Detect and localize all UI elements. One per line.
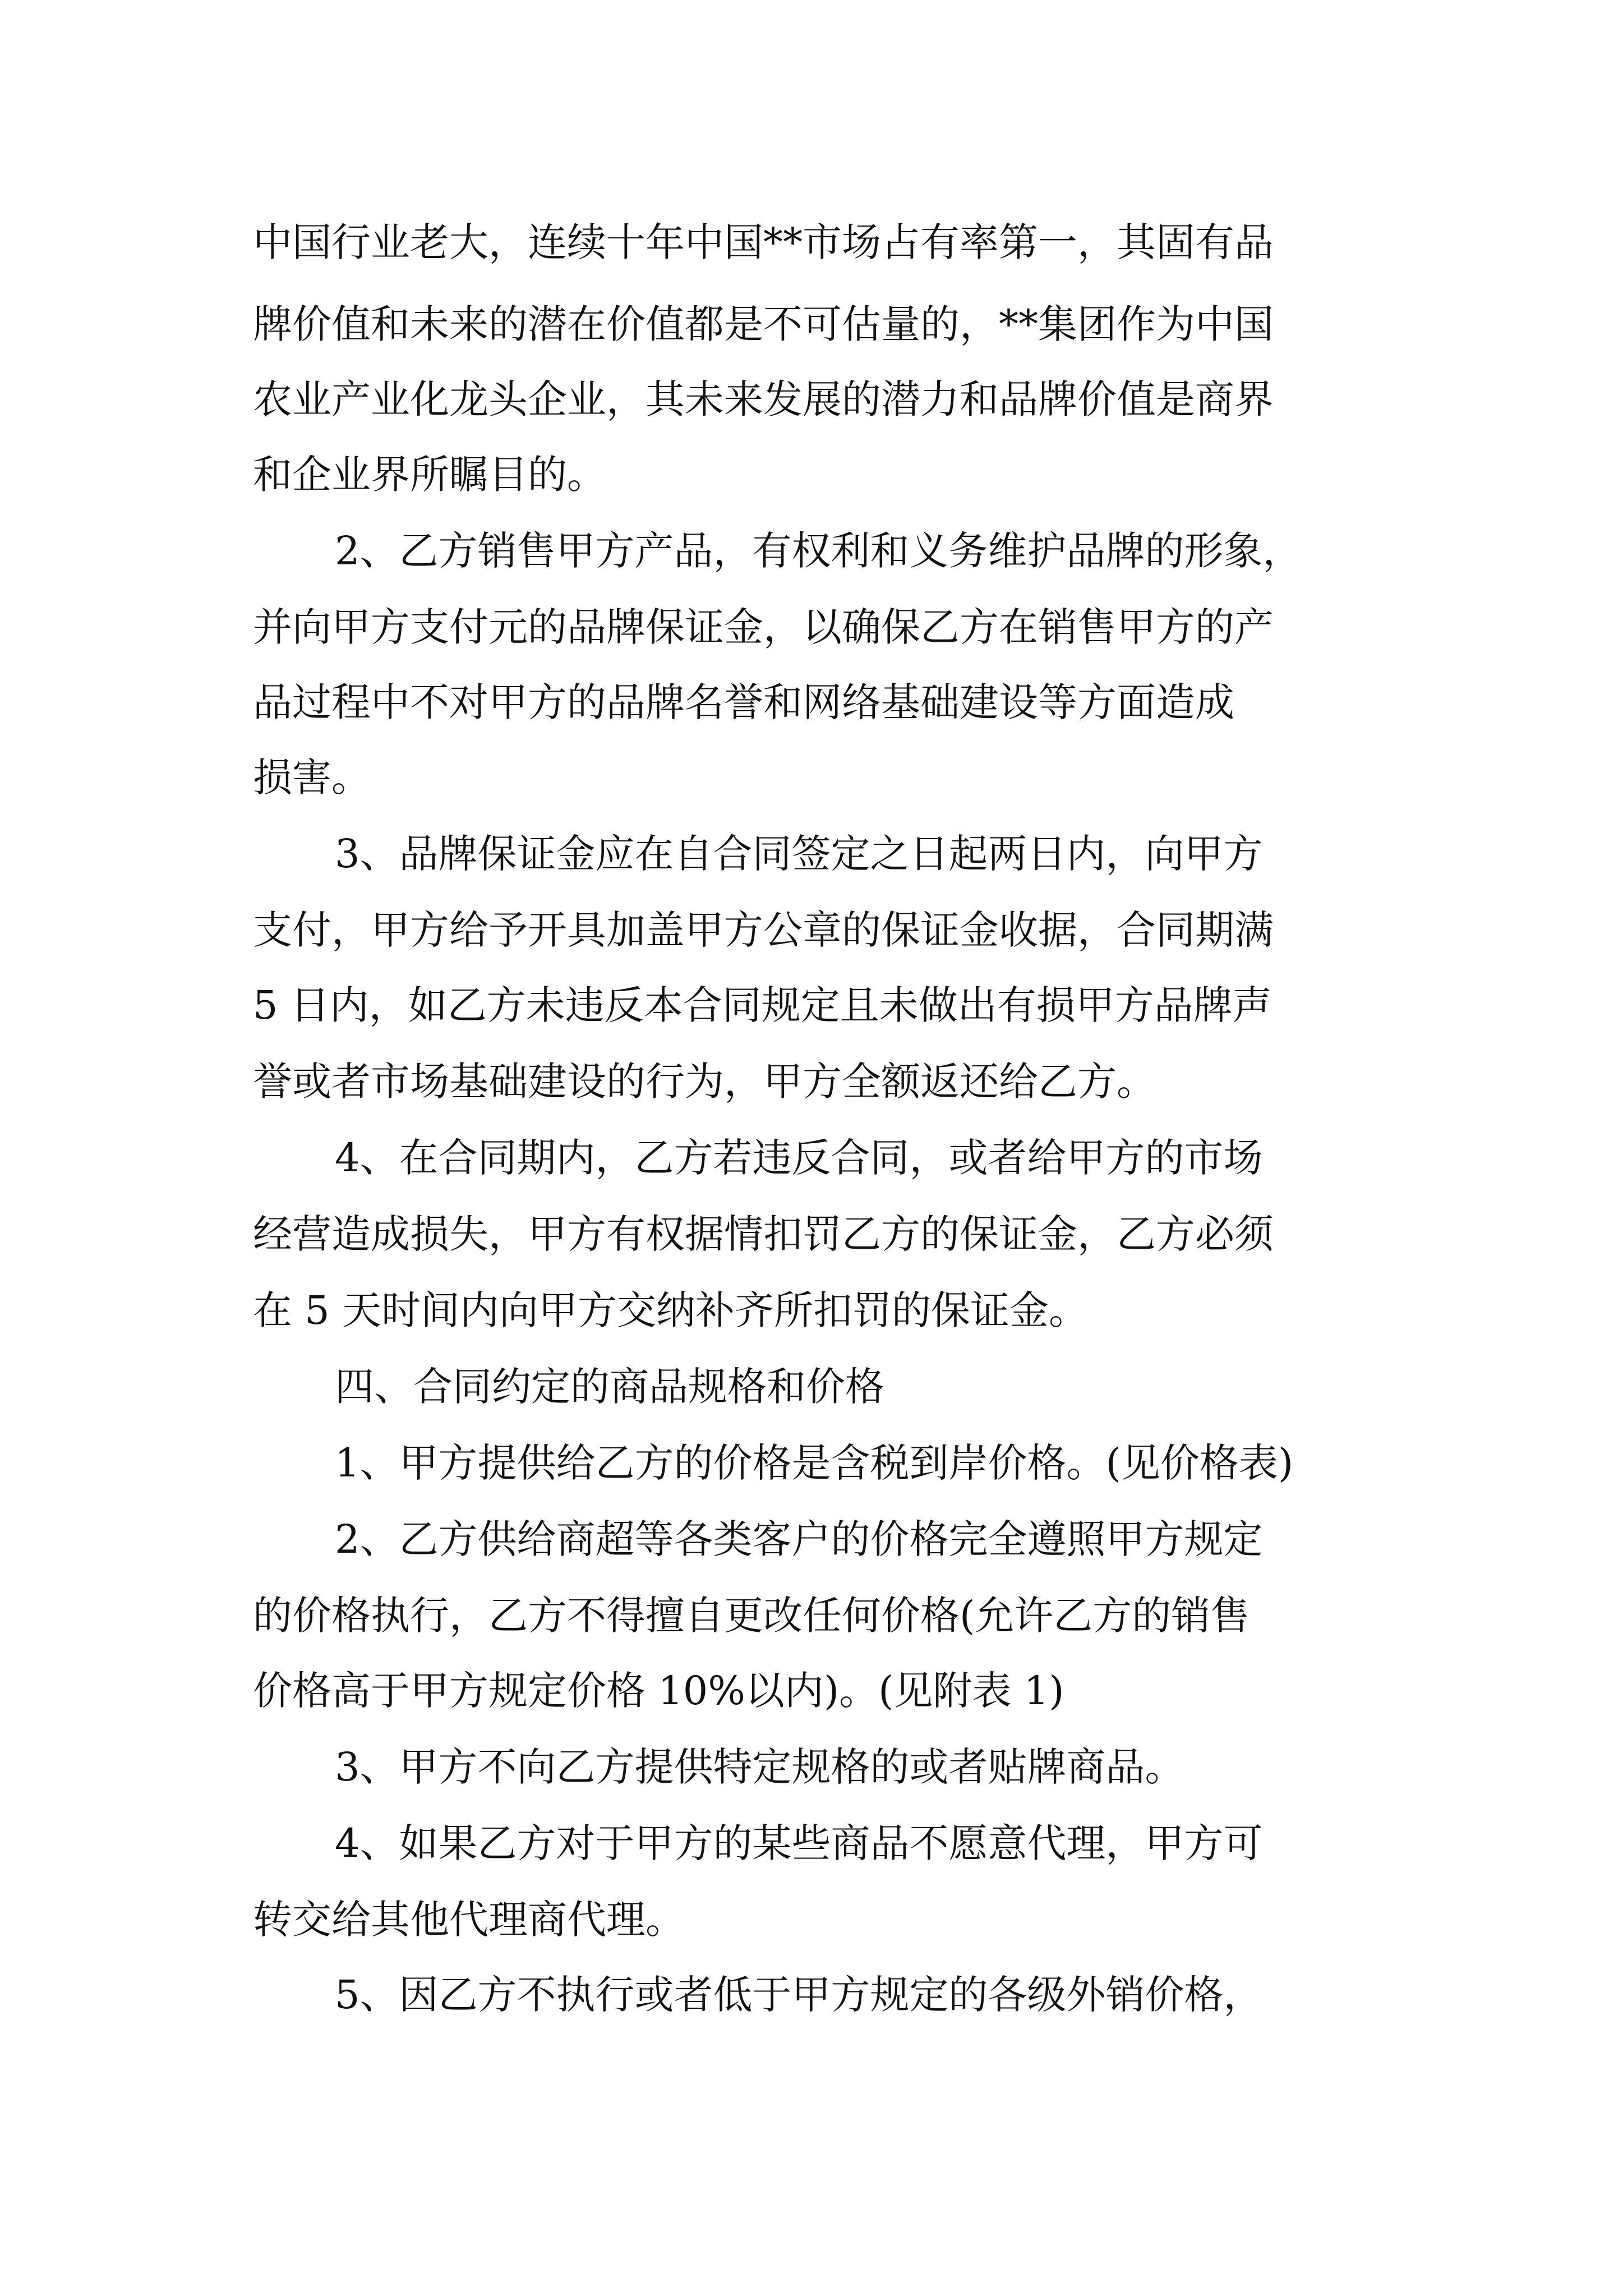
text-line: 誉或者市场基础建设的行为，甲方全额返还给乙方。 [253,1059,1156,1105]
text-line: 支付，甲方给予开具加盖甲方公章的保证金收据，合同期满 [253,907,1274,953]
text-line: 损害。 [253,754,371,800]
text-line: 并向甲方支付元的品牌保证金，以确保乙方在销售甲方的产 [253,604,1274,650]
text-line: 中国行业老大，连续十年中国**市场占有率第一，其固有品 [253,219,1274,265]
paragraph-first-line: 2、乙方供给商超等各类客户的价格完全遵照甲方规定 [335,1516,1263,1562]
paragraph-first-line: 5、因乙方不执行或者低于甲方规定的各级外销价格， [335,1972,1263,2018]
text-line: 价格高于甲方规定价格 10%以内)。(见附表 1) [253,1668,1064,1714]
text-line: 转交给其他代理商代理。 [253,1897,685,1943]
paragraph-first-line: 4、在合同期内，乙方若违反合同，或者给甲方的市场 [335,1135,1263,1181]
paragraph-first-line: 1、甲方提供给乙方的价格是含税到岸价格。(见价格表) [335,1440,1294,1486]
section-heading: 四、合同约定的商品规格和价格 [335,1364,884,1410]
text-line: 和企业界所瞩目的。 [253,452,606,498]
text-line: 在 5 天时间内向甲方交纳补齐所扣罚的保证金。 [253,1287,1089,1333]
text-line: 品过程中不对甲方的品牌名誉和网络基础建设等方面造成 [253,679,1234,725]
text-line: 经营造成损失，甲方有权据情扣罚乙方的保证金，乙方必须 [253,1211,1274,1257]
paragraph-first-line: 2、乙方销售甲方产品，有权利和义务维护品牌的形象， [335,528,1302,574]
text-line: 5 日内，如乙方未违反本合同规定且未做出有损甲方品牌声 [253,982,1272,1028]
paragraph-first-line: 4、如果乙方对于甲方的某些商品不愿意代理，甲方可 [335,1820,1263,1866]
document-body [253,0,1391,2296]
paragraph-first-line: 3、甲方不向乙方提供特定规格的或者贴牌商品。 [335,1744,1184,1790]
paragraph-first-line: 3、品牌保证金应在自合同签定之日起两日内，向甲方 [335,831,1263,877]
text-line: 的价格执行，乙方不得擅自更改任何价格(允许乙方的销售 [253,1593,1250,1639]
text-line: 农业产业化龙头企业，其未来发展的潜力和品牌价值是商界 [253,376,1274,422]
text-line: 牌价值和未来的潜在价值都是不可估量的，**集团作为中国 [253,301,1274,347]
